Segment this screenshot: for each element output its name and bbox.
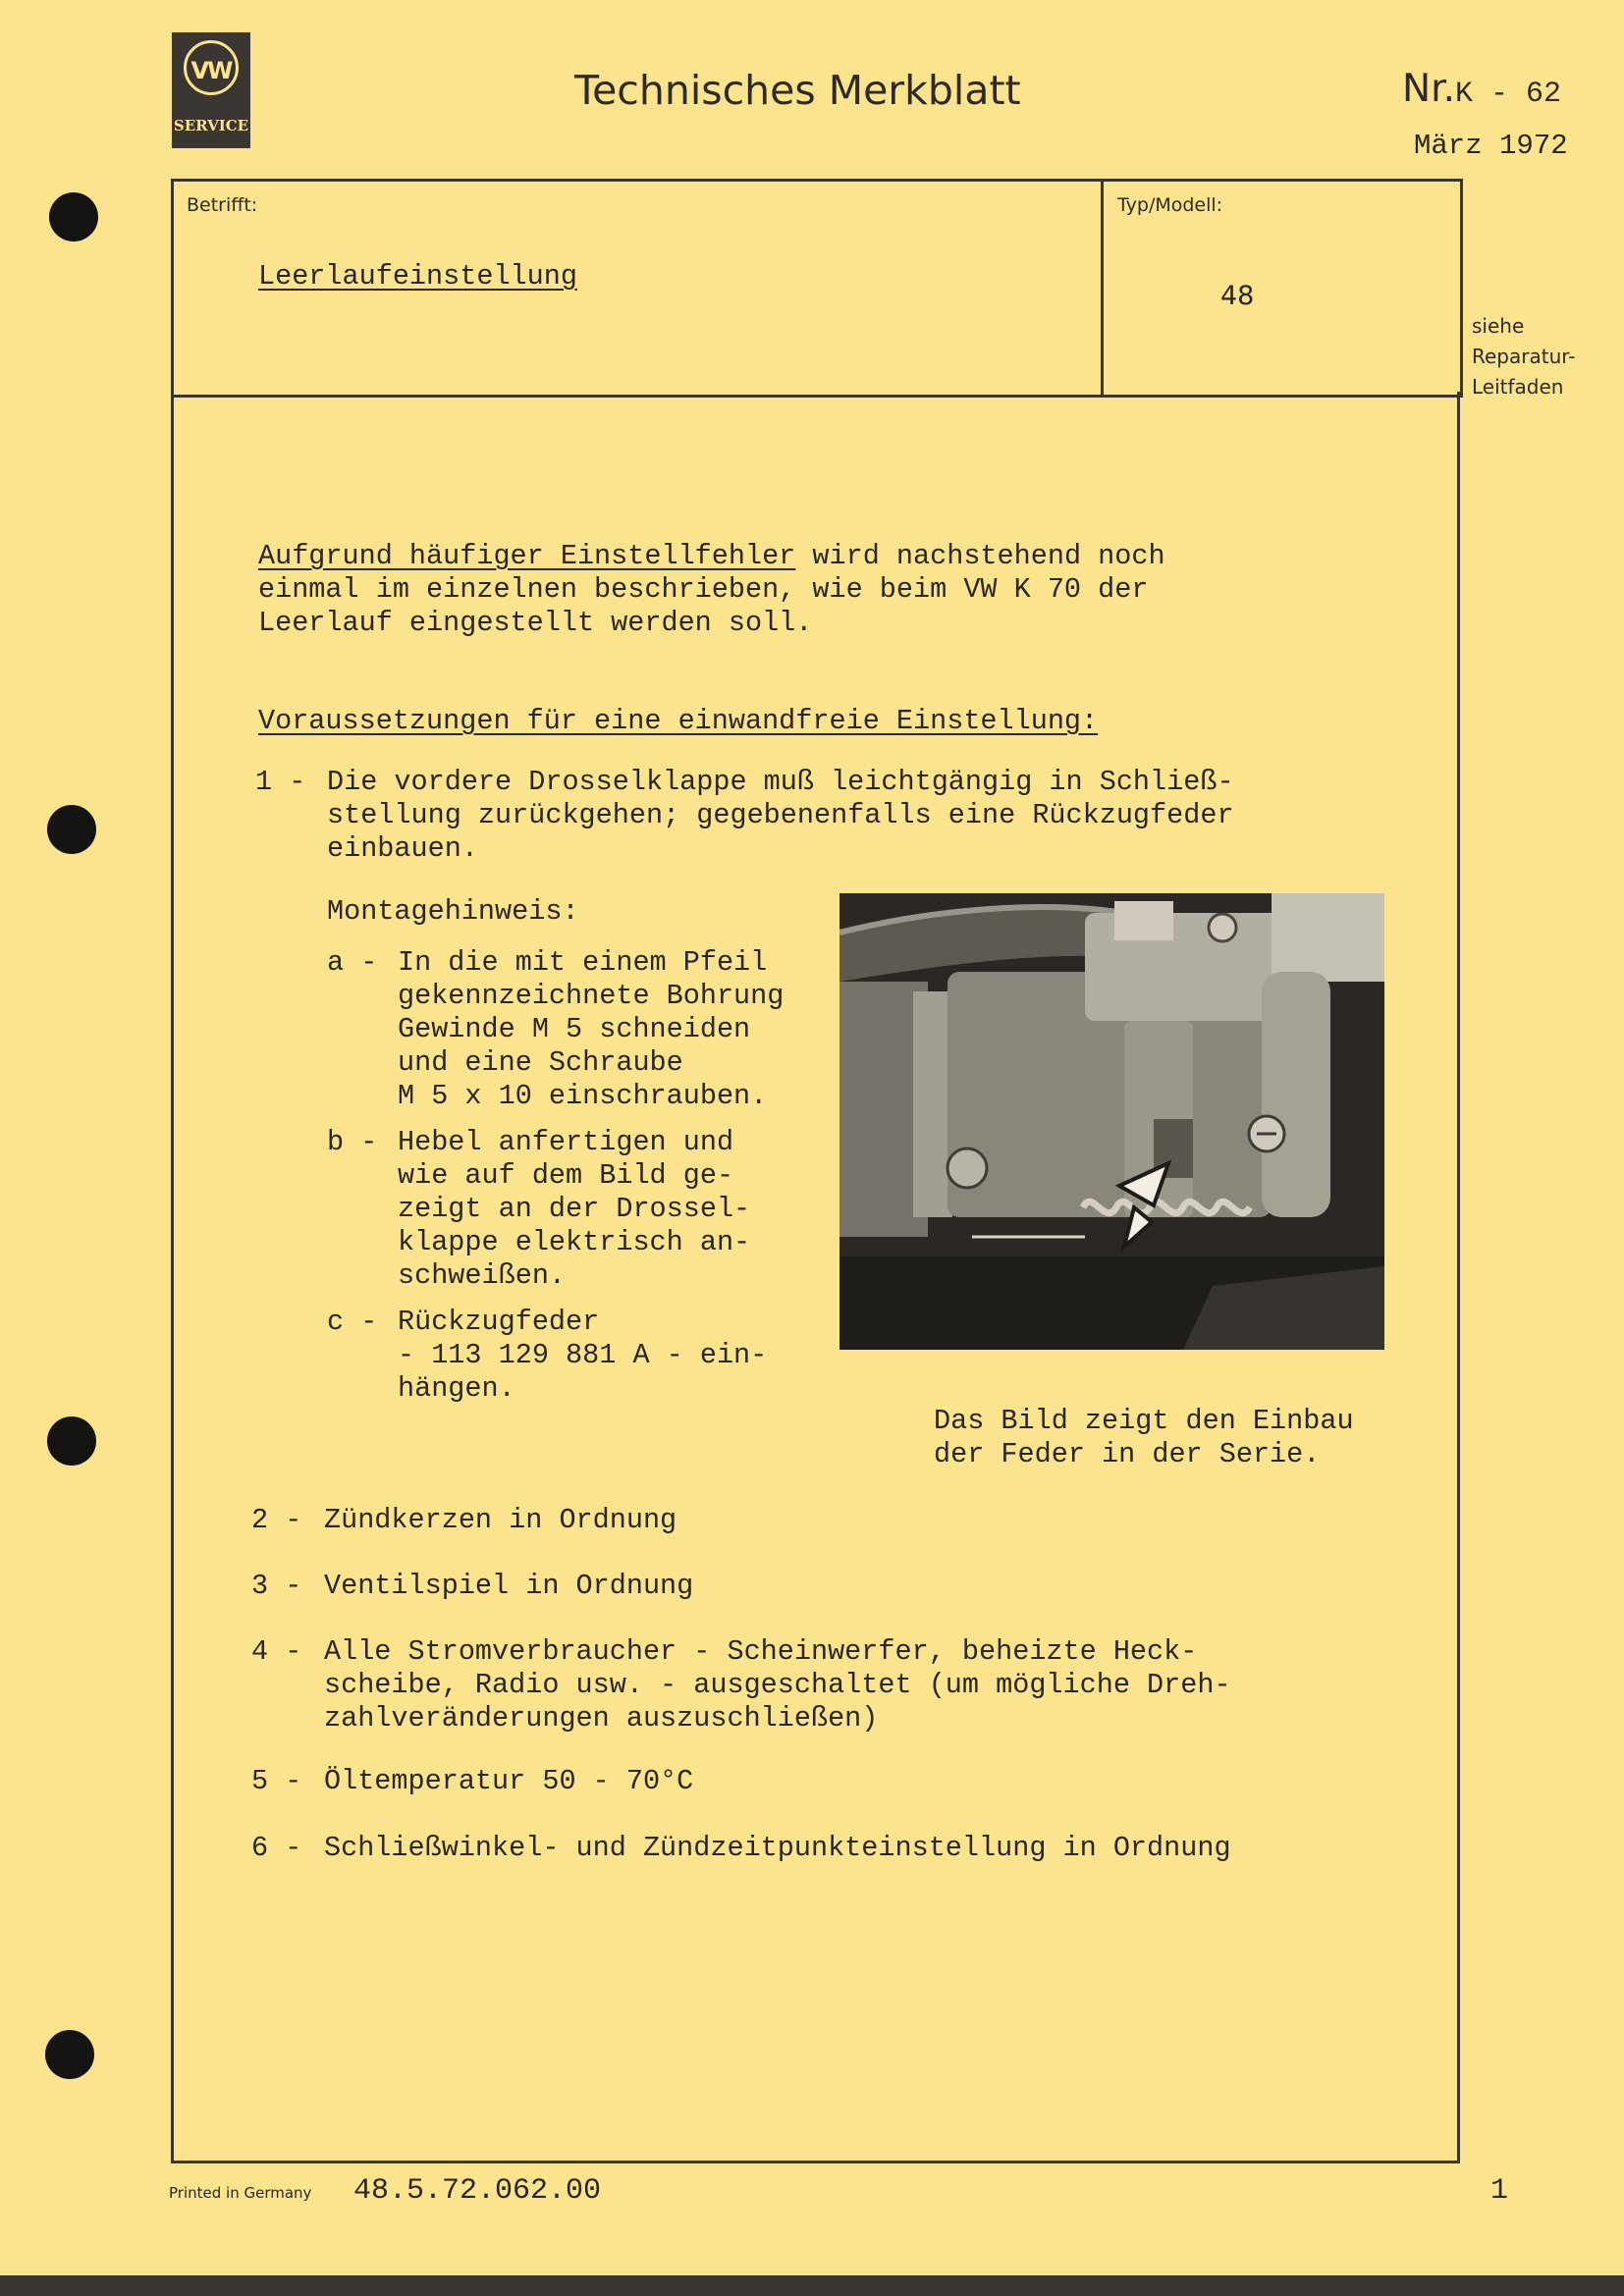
item-1-line: Die vordere Drosselklappe muß leichtgängig in Schließ- [327,766,1234,798]
document-date: März 1972 [1414,130,1568,162]
item-6-number: 6 - [251,1832,302,1864]
punch-hole-2 [47,805,96,854]
montage-b-line: wie auf dem Bild ge- [398,1159,734,1192]
montage-b-text [398,1126,750,1293]
item-4-number: 4 - [251,1635,302,1668]
item-4-line: scheibe, Radio usw. - ausgeschaltet (um mögliche Dreh- [324,1669,1231,1701]
carburetor-photo [839,893,1384,1350]
montage-a-line: M 5 x 10 einschrauben. [398,1080,768,1112]
montage-c-line: Rückzugfeder [398,1306,600,1338]
punch-hole-3 [47,1416,96,1466]
content-border-right [1457,392,1460,2163]
info-box-divider [1101,179,1104,395]
item-1-line: stellung zurückgehen; gegebenenfalls eine Rückzugfeder [327,799,1234,831]
document-title: Technisches Merkblatt [574,67,1021,114]
photo-caption-line: der Feder in der Serie. [934,1438,1321,1470]
item-4-line: zahlveränderungen auszuschließen) [324,1702,879,1735]
montage-a-line: und eine Schraube [398,1046,683,1079]
item-3-text: Ventilspiel in Ordnung [324,1570,694,1602]
montage-b-line: zeigt an der Drossel- [398,1193,751,1225]
content-border-bottom [171,2161,1460,2163]
montage-a-label: a - [327,946,378,979]
form-code: 48.5.72.062.00 [353,2174,602,2208]
vw-service-logo [172,32,250,148]
intro-underlined: Aufgrund häufiger Einstellfehler [258,540,796,572]
page-number: 1 [1490,2174,1509,2208]
montage-b-label: b - [327,1126,378,1158]
photo-caption-line: Das Bild zeigt den Einbau [934,1405,1354,1437]
item-1-number: 1 - [255,766,306,798]
side-note-line: siehe [1472,314,1525,338]
intro-line2: einmal im einzelnen beschrieben, wie beim VW K 70 der [258,573,1149,606]
item-6-text: Schließwinkel- und Zündzeitpunkteinstellung in Ordnung [324,1832,1231,1864]
montage-b-line: Hebel anfertigen und [398,1126,734,1158]
side-note-line: Leitfaden [1472,375,1564,399]
item-5-text: Öltemperatur 50 - 70°C [324,1765,694,1797]
carburetor-photo-drawing [839,893,1384,1350]
item-3-number: 3 - [251,1570,302,1602]
vw-emblem-icon: VW [184,40,239,95]
typ-modell-value: 48 [1220,281,1255,311]
montage-b-line: schweißen. [398,1259,567,1292]
logo-service-text: SERVICE [173,117,249,134]
montage-c-text [398,1306,767,1406]
item-2-number: 2 - [251,1504,302,1536]
section-heading: Voraussetzungen für eine einwandfreie Einstellung: [258,705,1099,737]
intro-line3: Leerlauf eingestellt werden soll. [258,607,813,639]
punch-hole-1 [49,192,98,241]
photo-caption [934,1405,1354,1471]
content-border-left [171,392,174,2163]
montage-a-line: gekennzeichnete Bohrung [398,980,785,1012]
item-1-text [327,766,1234,866]
montage-heading: Montagehinweis: [327,895,579,928]
side-note [1472,311,1575,402]
montage-b-line: klappe elektrisch an- [398,1226,751,1258]
item-5-number: 5 - [251,1765,302,1797]
subject-text: Leerlaufeinstellung [258,260,577,293]
montage-a-text [398,946,784,1113]
side-note-line: Reparatur- [1472,345,1576,368]
montage-c-line: - 113 129 881 A - ein- [398,1339,768,1371]
printed-in-germany: Printed in Germany [169,2184,312,2202]
montage-a-line: Gewinde M 5 schneiden [398,1013,751,1045]
betrifft-label: Betrifft: [187,194,258,216]
item-4-text [324,1635,1231,1735]
montage-c-label: c - [327,1306,378,1338]
scan-bottom-edge [0,2275,1624,2296]
item-1-line: einbauen. [327,832,478,865]
intro-paragraph [258,540,1165,640]
nr-label: Nr. [1402,67,1456,111]
nr-value: K - 62 [1455,78,1562,111]
intro-line1-rest: wird nachstehend noch [795,540,1165,572]
montage-c-line: hängen. [398,1372,515,1405]
montage-a-line: In die mit einem Pfeil [398,946,768,979]
typ-modell-label: Typ/Modell: [1117,194,1223,216]
item-4-line: Alle Stromverbraucher - Scheinwerfer, beheizte Heck- [324,1635,1198,1668]
document-number [1402,67,1561,113]
punch-hole-4 [45,2030,94,2079]
item-2-text: Zündkerzen in Ordnung [324,1504,677,1536]
